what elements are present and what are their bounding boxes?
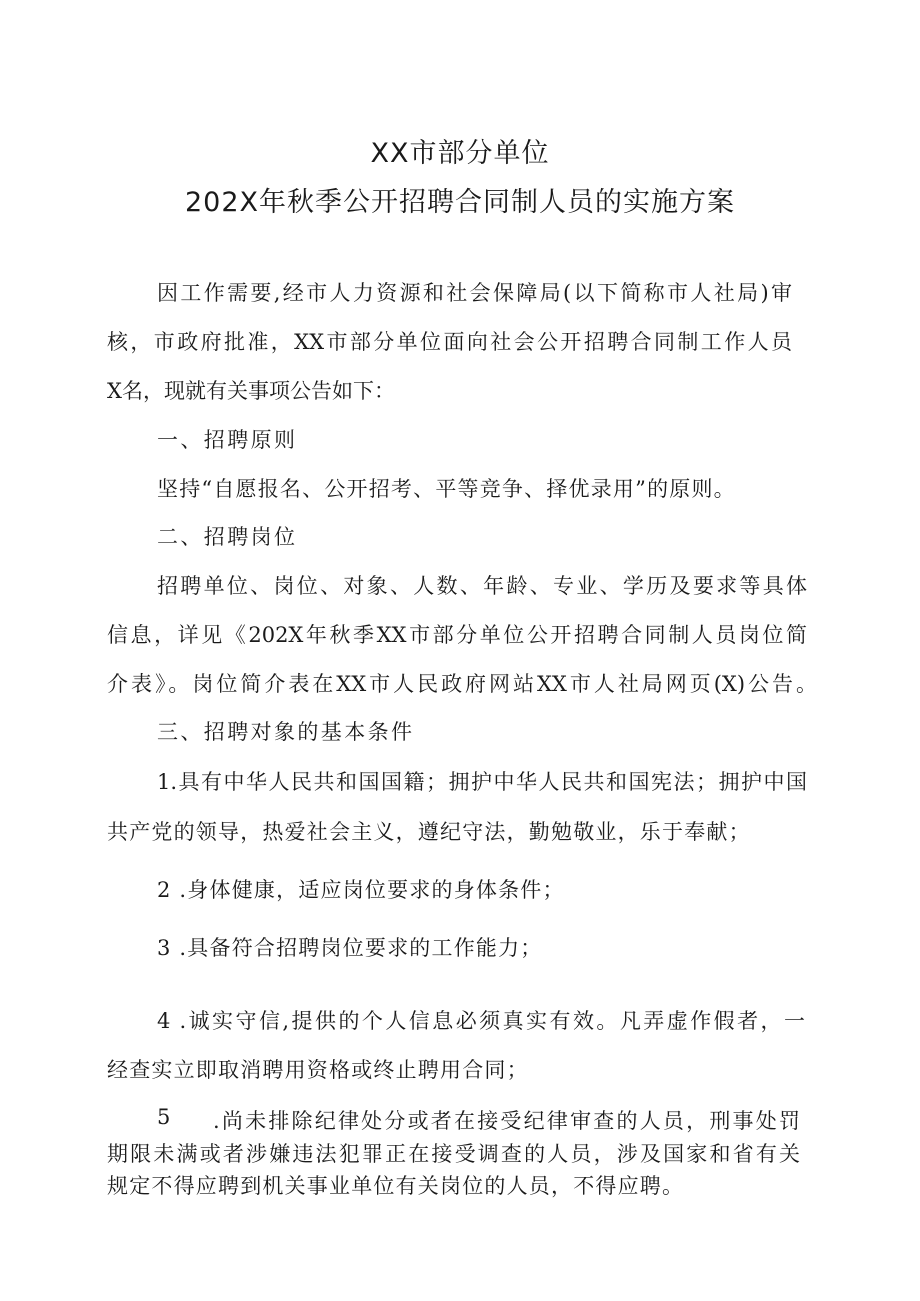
condition-4-line-2: 经查实立即取消聘用资格或终止聘用合同； [107, 1058, 529, 1082]
section-1-heading: 一、招聘原则 [157, 428, 298, 452]
condition-2: 2 .身体健康，适应岗位要求的身体条件； [157, 878, 565, 902]
intro-line-3: X名，现就有关事项公告如下： [107, 379, 395, 403]
condition-5-line-2: 期限未满或者涉嫌违法犯罪正在接受调查的人员，涉及国家和省有关 [107, 1142, 800, 1166]
condition-5-number: 5 [157, 1105, 171, 1129]
condition-5-line-3: 规定不得应聘到机关事业单位有关岗位的人员，不得应聘。 [107, 1174, 685, 1198]
document-title-line-1: XX市部分单位 [370, 138, 550, 169]
section-3-heading: 三、招聘对象的基本条件 [157, 720, 415, 744]
section-2-line-2: 信息，详见《202X年秋季XX市部分单位公开招聘合同制人员岗位简 [107, 623, 807, 647]
condition-5-line-1: .尚未排除纪律处分或者在接受纪律审查的人员，刑事处罚 [213, 1109, 800, 1133]
document-title-line-2: 202X年秋季公开招聘合同制人员的实施方案 [184, 187, 736, 218]
section-2-line-1: 招聘单位、岗位、对象、人数、年龄、专业、学历及要求等具体 [157, 574, 807, 598]
condition-3: 3 .具备符合招聘岗位要求的工作能力； [157, 936, 543, 960]
condition-4-line-1: 4 .诚实守信,提供的个人信息必须真实有效。凡弄虚作假者，一 [157, 1009, 805, 1033]
condition-1-line-1: 1.具有中华人民共和国国籍；拥护中华人民共和国宪法；拥护中国 [157, 770, 807, 794]
section-1-text: 坚持“自愿报名、公开招考、平等竞争、择优录用”的原则。 [157, 477, 736, 501]
section-2-line-3: 介表》。岗位简介表在XX市人民政府网站XX市人社局网页(X)公告。 [107, 672, 817, 696]
intro-line-1: 因工作需要,经市人力资源和社会保障局(以下简称市人社局)审 [157, 281, 792, 305]
condition-1-line-2: 共产党的领导，热爱社会主义，遵纪守法，勤勉敬业，乐于奉献； [107, 820, 751, 844]
section-2-heading: 二、招聘岗位 [157, 525, 298, 549]
intro-line-2: 核，市政府批准，XX市部分单位面向社会公开招聘合同制工作人员 [107, 330, 792, 354]
